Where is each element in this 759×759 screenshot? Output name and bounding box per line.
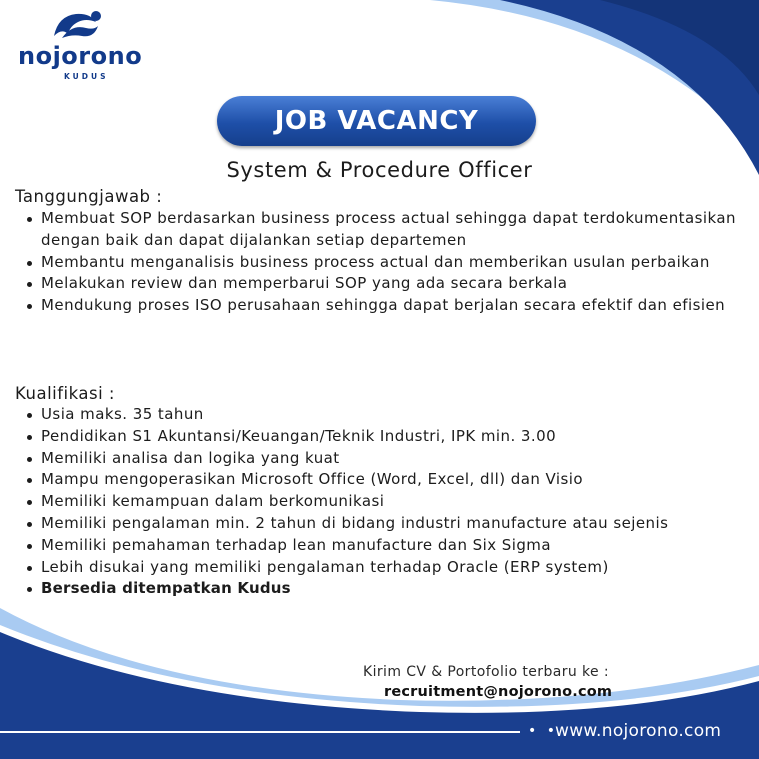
list-item: Memiliki kemampuan dalam berkomunikasi — [24, 491, 749, 513]
footer-dots: • • — [528, 723, 558, 739]
list-item: Mendukung proses ISO perusahaan sehingga dapat berjalan secara efektif dan efisien — [24, 295, 749, 317]
list-item: Melakukan review dan memperbarui SOP yang ada secara berkala — [24, 273, 749, 295]
list-item: Memiliki pengalaman min. 2 tahun di bidang industri manufacture atau sejenis — [24, 513, 749, 535]
brand-location: KUDUS — [64, 72, 109, 81]
list-item: Lebih disukai yang memiliki pengalaman terhadap Oracle (ERP system) — [24, 557, 749, 579]
responsibilities-list — [24, 208, 749, 317]
list-item: Pendidikan S1 Akuntansi/Keuangan/Teknik Industri, IPK min. 3.00 — [24, 426, 749, 448]
job-title: System & Procedure Officer — [226, 158, 533, 182]
wave-logo-icon — [52, 10, 102, 42]
list-item: Membantu menganalisis business process actual dan memberikan usulan perbaikan — [24, 252, 749, 274]
brand-logo — [16, 10, 143, 81]
cv-instruction: Kirim CV & Portofolio terbaru ke : — [363, 664, 609, 680]
list-item: Memiliki analisa dan logika yang kuat — [24, 448, 749, 470]
banner-label: JOB VACANCY — [274, 106, 479, 136]
list-item: Bersedia ditempatkan Kudus — [24, 578, 749, 600]
list-item: Membuat SOP berdasarkan business process actual sehingga dapat terdokumentasikan dengan baik dan dapat dijalankan setiap departemen — [24, 208, 749, 252]
list-item: Usia maks. 35 tahun — [24, 404, 749, 426]
qualifications-list — [24, 404, 749, 600]
qualifications-title: Kualifikasi : — [15, 384, 115, 403]
brand-name: nojorono — [18, 42, 143, 70]
recruitment-email[interactable]: recruitment@nojorono.com — [384, 684, 613, 700]
website-link[interactable]: www.nojorono.com — [555, 721, 722, 741]
job-vacancy-banner — [217, 96, 536, 146]
list-item: Memiliki pemahaman terhadap lean manufacture dan Six Sigma — [24, 535, 749, 557]
footer-divider — [0, 731, 520, 733]
list-item: Mampu mengoperasikan Microsoft Office (Word, Excel, dll) dan Visio — [24, 469, 749, 491]
responsibilities-title: Tanggungjawab : — [15, 187, 163, 206]
